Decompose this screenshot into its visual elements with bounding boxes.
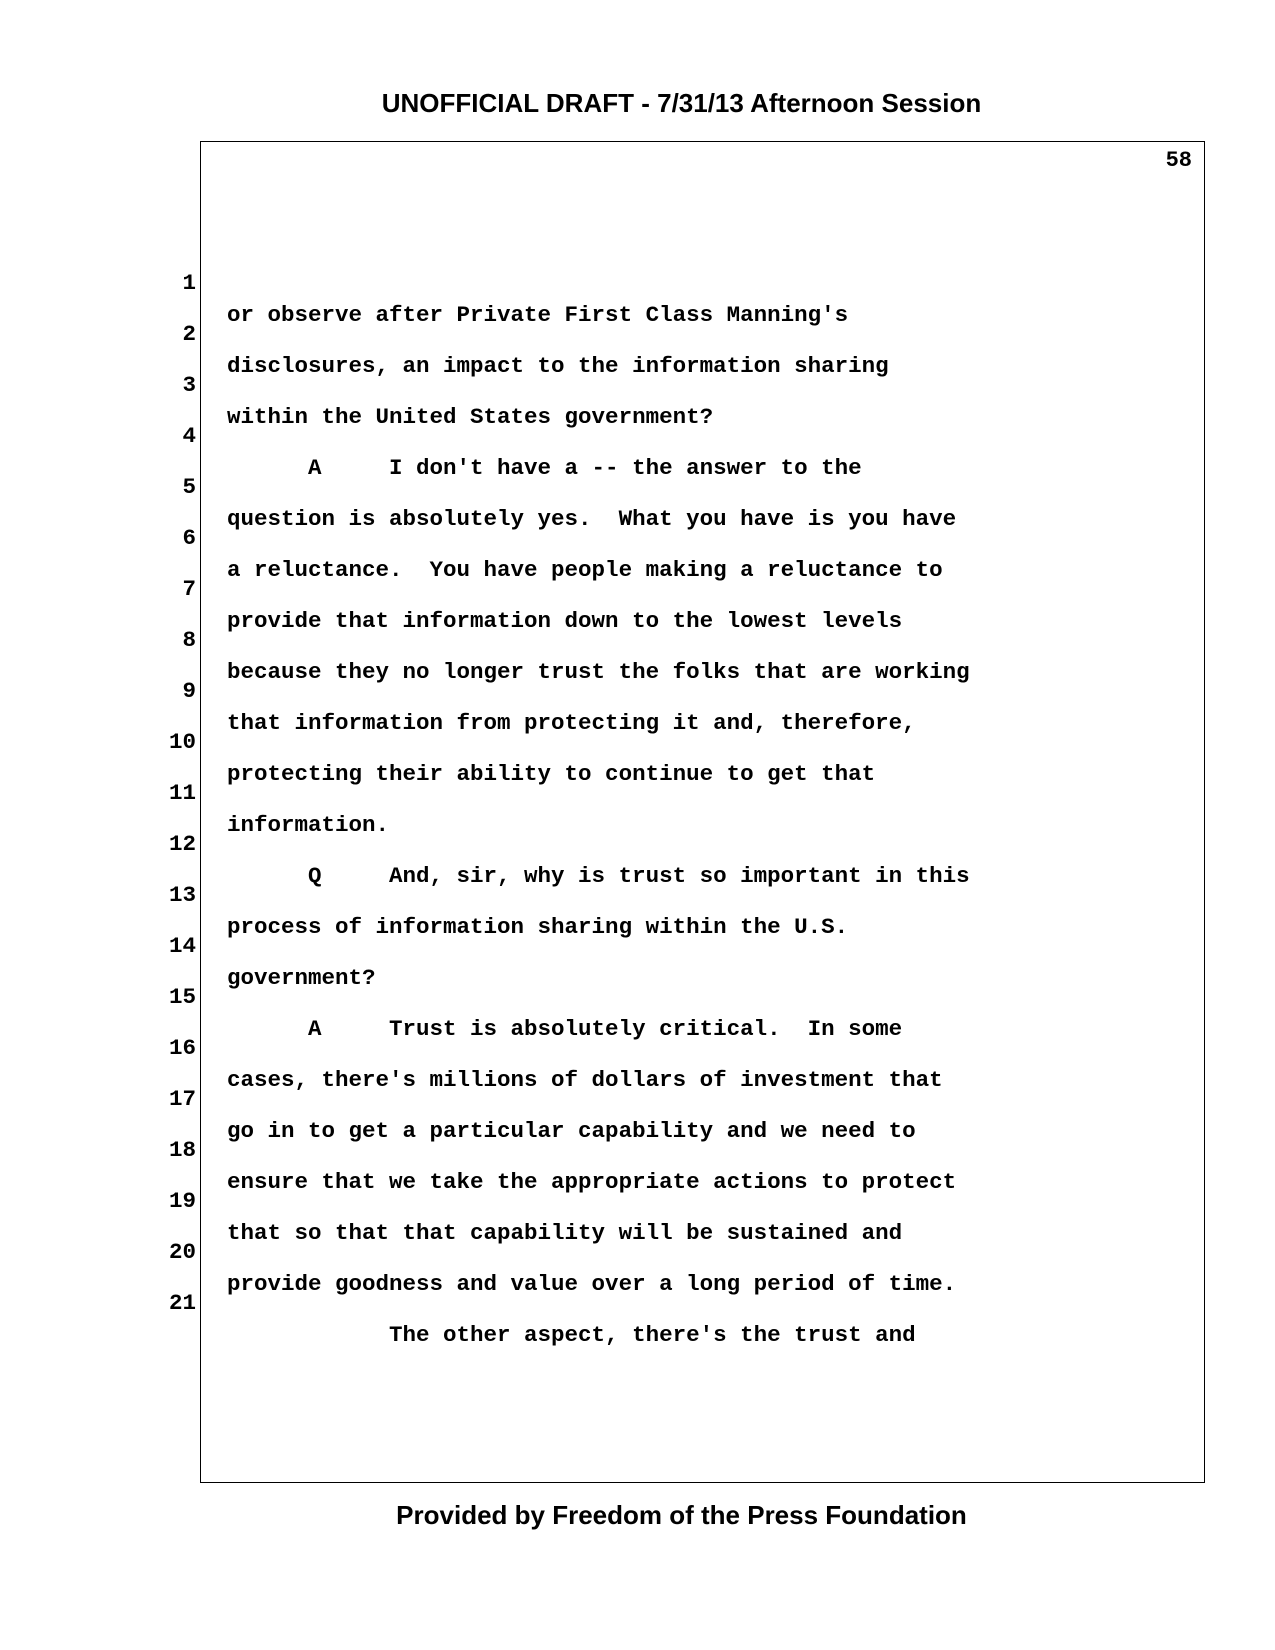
transcript-line — [0, 490, 1275, 583]
line-text: because they no longer trust the folks that are working — [227, 659, 970, 685]
transcript-line — [0, 949, 1275, 1042]
transcript-line — [0, 796, 1275, 889]
line-text: go in to get a particular capability and we need to — [227, 1118, 916, 1144]
line-number: 5 — [182, 474, 196, 500]
line-text: ensure that we take the appropriate actions to protect — [227, 1169, 957, 1195]
transcript-line — [0, 1255, 1275, 1348]
transcript-line — [0, 1204, 1275, 1297]
line-number: 16 — [168, 1035, 196, 1061]
line-text: provide goodness and value over a long period of time. — [227, 1271, 957, 1297]
line-text: a reluctance. You have people making a reluctance to — [227, 557, 943, 583]
line-text: that so that that capability will be sustained and — [227, 1220, 903, 1246]
line-number: 6 — [182, 525, 196, 551]
transcript-line — [0, 847, 1275, 940]
line-number: 3 — [182, 372, 196, 398]
line-number: 4 — [182, 423, 196, 449]
transcript-line — [0, 235, 1275, 328]
line-number: 7 — [182, 576, 196, 602]
line-text: protecting their ability to continue to get that — [227, 761, 876, 787]
line-number: 2 — [182, 321, 196, 347]
line-text: process of information sharing within the U.S. — [227, 914, 849, 940]
transcript-line — [0, 592, 1275, 685]
line-text: within the United States government? — [227, 404, 714, 430]
line-text: cases, there's millions of dollars of investment that — [227, 1067, 943, 1093]
line-number: 20 — [168, 1239, 196, 1265]
line-number: 1 — [182, 270, 196, 296]
line-text: or observe after Private First Class Manning's — [227, 302, 849, 328]
line-number: 8 — [182, 627, 196, 653]
transcript-line — [0, 1000, 1275, 1093]
line-number: 9 — [182, 678, 196, 704]
line-text: disclosures, an impact to the information sharing — [227, 353, 889, 379]
line-number: 12 — [168, 831, 196, 857]
line-number: 14 — [168, 933, 196, 959]
line-text: A Trust is absolutely critical. In some — [227, 1016, 903, 1042]
transcript-line — [0, 694, 1275, 787]
transcript-line — [0, 898, 1275, 991]
transcript-line — [0, 337, 1275, 430]
line-text: information. — [227, 812, 390, 838]
page-footer: Provided by Freedom of the Press Foundation — [396, 1500, 967, 1530]
line-text: A I don't have a -- the answer to the — [227, 455, 862, 481]
line-number: 13 — [168, 882, 196, 908]
line-number: 21 — [168, 1290, 196, 1316]
page-header-title: UNOFFICIAL DRAFT - 7/31/13 Afternoon Session — [381, 88, 982, 118]
line-text: Q And, sir, why is trust so important in this — [227, 863, 970, 889]
transcript-line — [0, 1102, 1275, 1195]
line-number: 19 — [168, 1188, 196, 1214]
transcript-line — [0, 388, 1275, 481]
line-number: 15 — [168, 984, 196, 1010]
transcript-line — [0, 745, 1275, 838]
line-text: The other aspect, there's the trust and — [227, 1322, 916, 1348]
line-text: government? — [227, 965, 376, 991]
line-text: that information from protecting it and, therefore, — [227, 710, 916, 736]
transcript-line — [0, 1051, 1275, 1144]
transcript-line — [0, 439, 1275, 532]
line-number: 17 — [168, 1086, 196, 1112]
transcript-line — [0, 286, 1275, 379]
line-text: question is absolutely yes. What you have is you have — [227, 506, 957, 532]
line-text: provide that information down to the lowest levels — [227, 608, 903, 634]
line-number: 11 — [168, 780, 196, 806]
transcript-line — [0, 643, 1275, 736]
transcript-line — [0, 1153, 1275, 1246]
page-number: 58 — [1165, 148, 1192, 173]
transcript-line — [0, 541, 1275, 634]
line-number: 18 — [168, 1137, 196, 1163]
line-number: 10 — [168, 729, 196, 755]
